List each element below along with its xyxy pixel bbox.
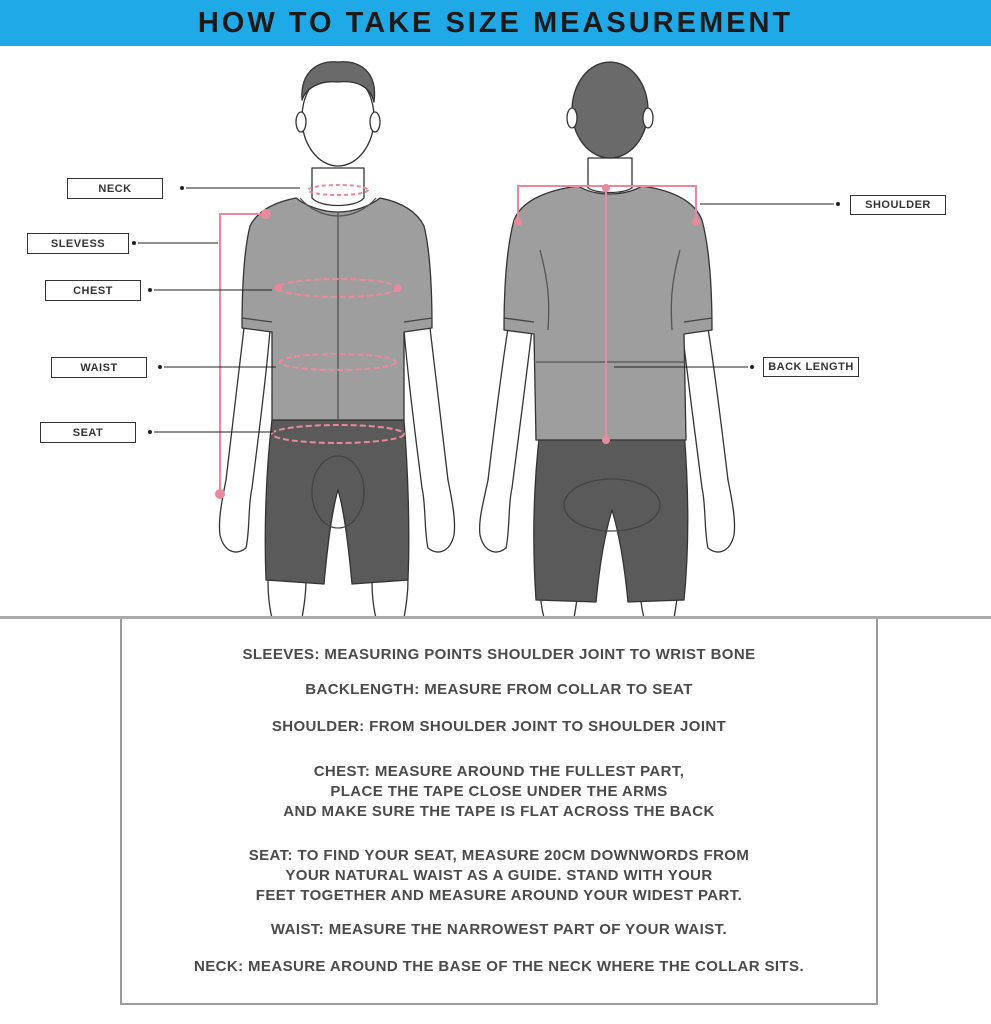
label-waist: WAIST [51,357,147,378]
label-neck: NECK [67,178,163,199]
note-waist: WAIST: MEASURE THE NARROWEST PART OF YOUR WAIST. [270,921,728,938]
measurement-figure [0,46,991,618]
back-figure [480,62,735,618]
label-seat: SEAT [40,422,136,443]
instructions-panel [120,619,878,1005]
note-neck: NECK: MEASURE AROUND THE BASE OF THE NECK WHERE THE COLLAR SITS. [193,958,805,975]
label-sleeves: SLEVESS [27,233,129,254]
note-seat: SEAT: TO FIND YOUR SEAT, MEASURE 20CM DOWNWORDS FROM YOUR NATURAL WAIST AS A GUIDE. STAND WITH YOUR FEET TOGETHER AND MEASURE AROUND YOUR WIDEST PART. [248,847,750,904]
note-shoulder: SHOULDER: FROM SHOULDER JOINT TO SHOULDER JOINT [271,718,727,735]
note-chest: CHEST: MEASURE AROUND THE FULLEST PART, PLACE THE TAPE CLOSE UNDER THE ARMS AND MAKE SURE THE TAPE IS FLAT ACROSS THE BACK [283,763,715,820]
label-shoulder: SHOULDER [850,195,946,215]
header-bar [0,0,991,46]
front-figure [219,62,454,618]
note-sleeves: SLEEVES: MEASURING POINTS SHOULDER JOINT TO WRIST BONE [242,646,756,663]
label-back-length: BACK LENGTH [763,357,859,377]
page-title: HOW TO TAKE SIZE MEASUREMENT [197,7,794,39]
note-backlength: BACKLENGTH: MEASURE FROM COLLAR TO SEAT [305,681,693,698]
label-chest: CHEST [45,280,141,301]
